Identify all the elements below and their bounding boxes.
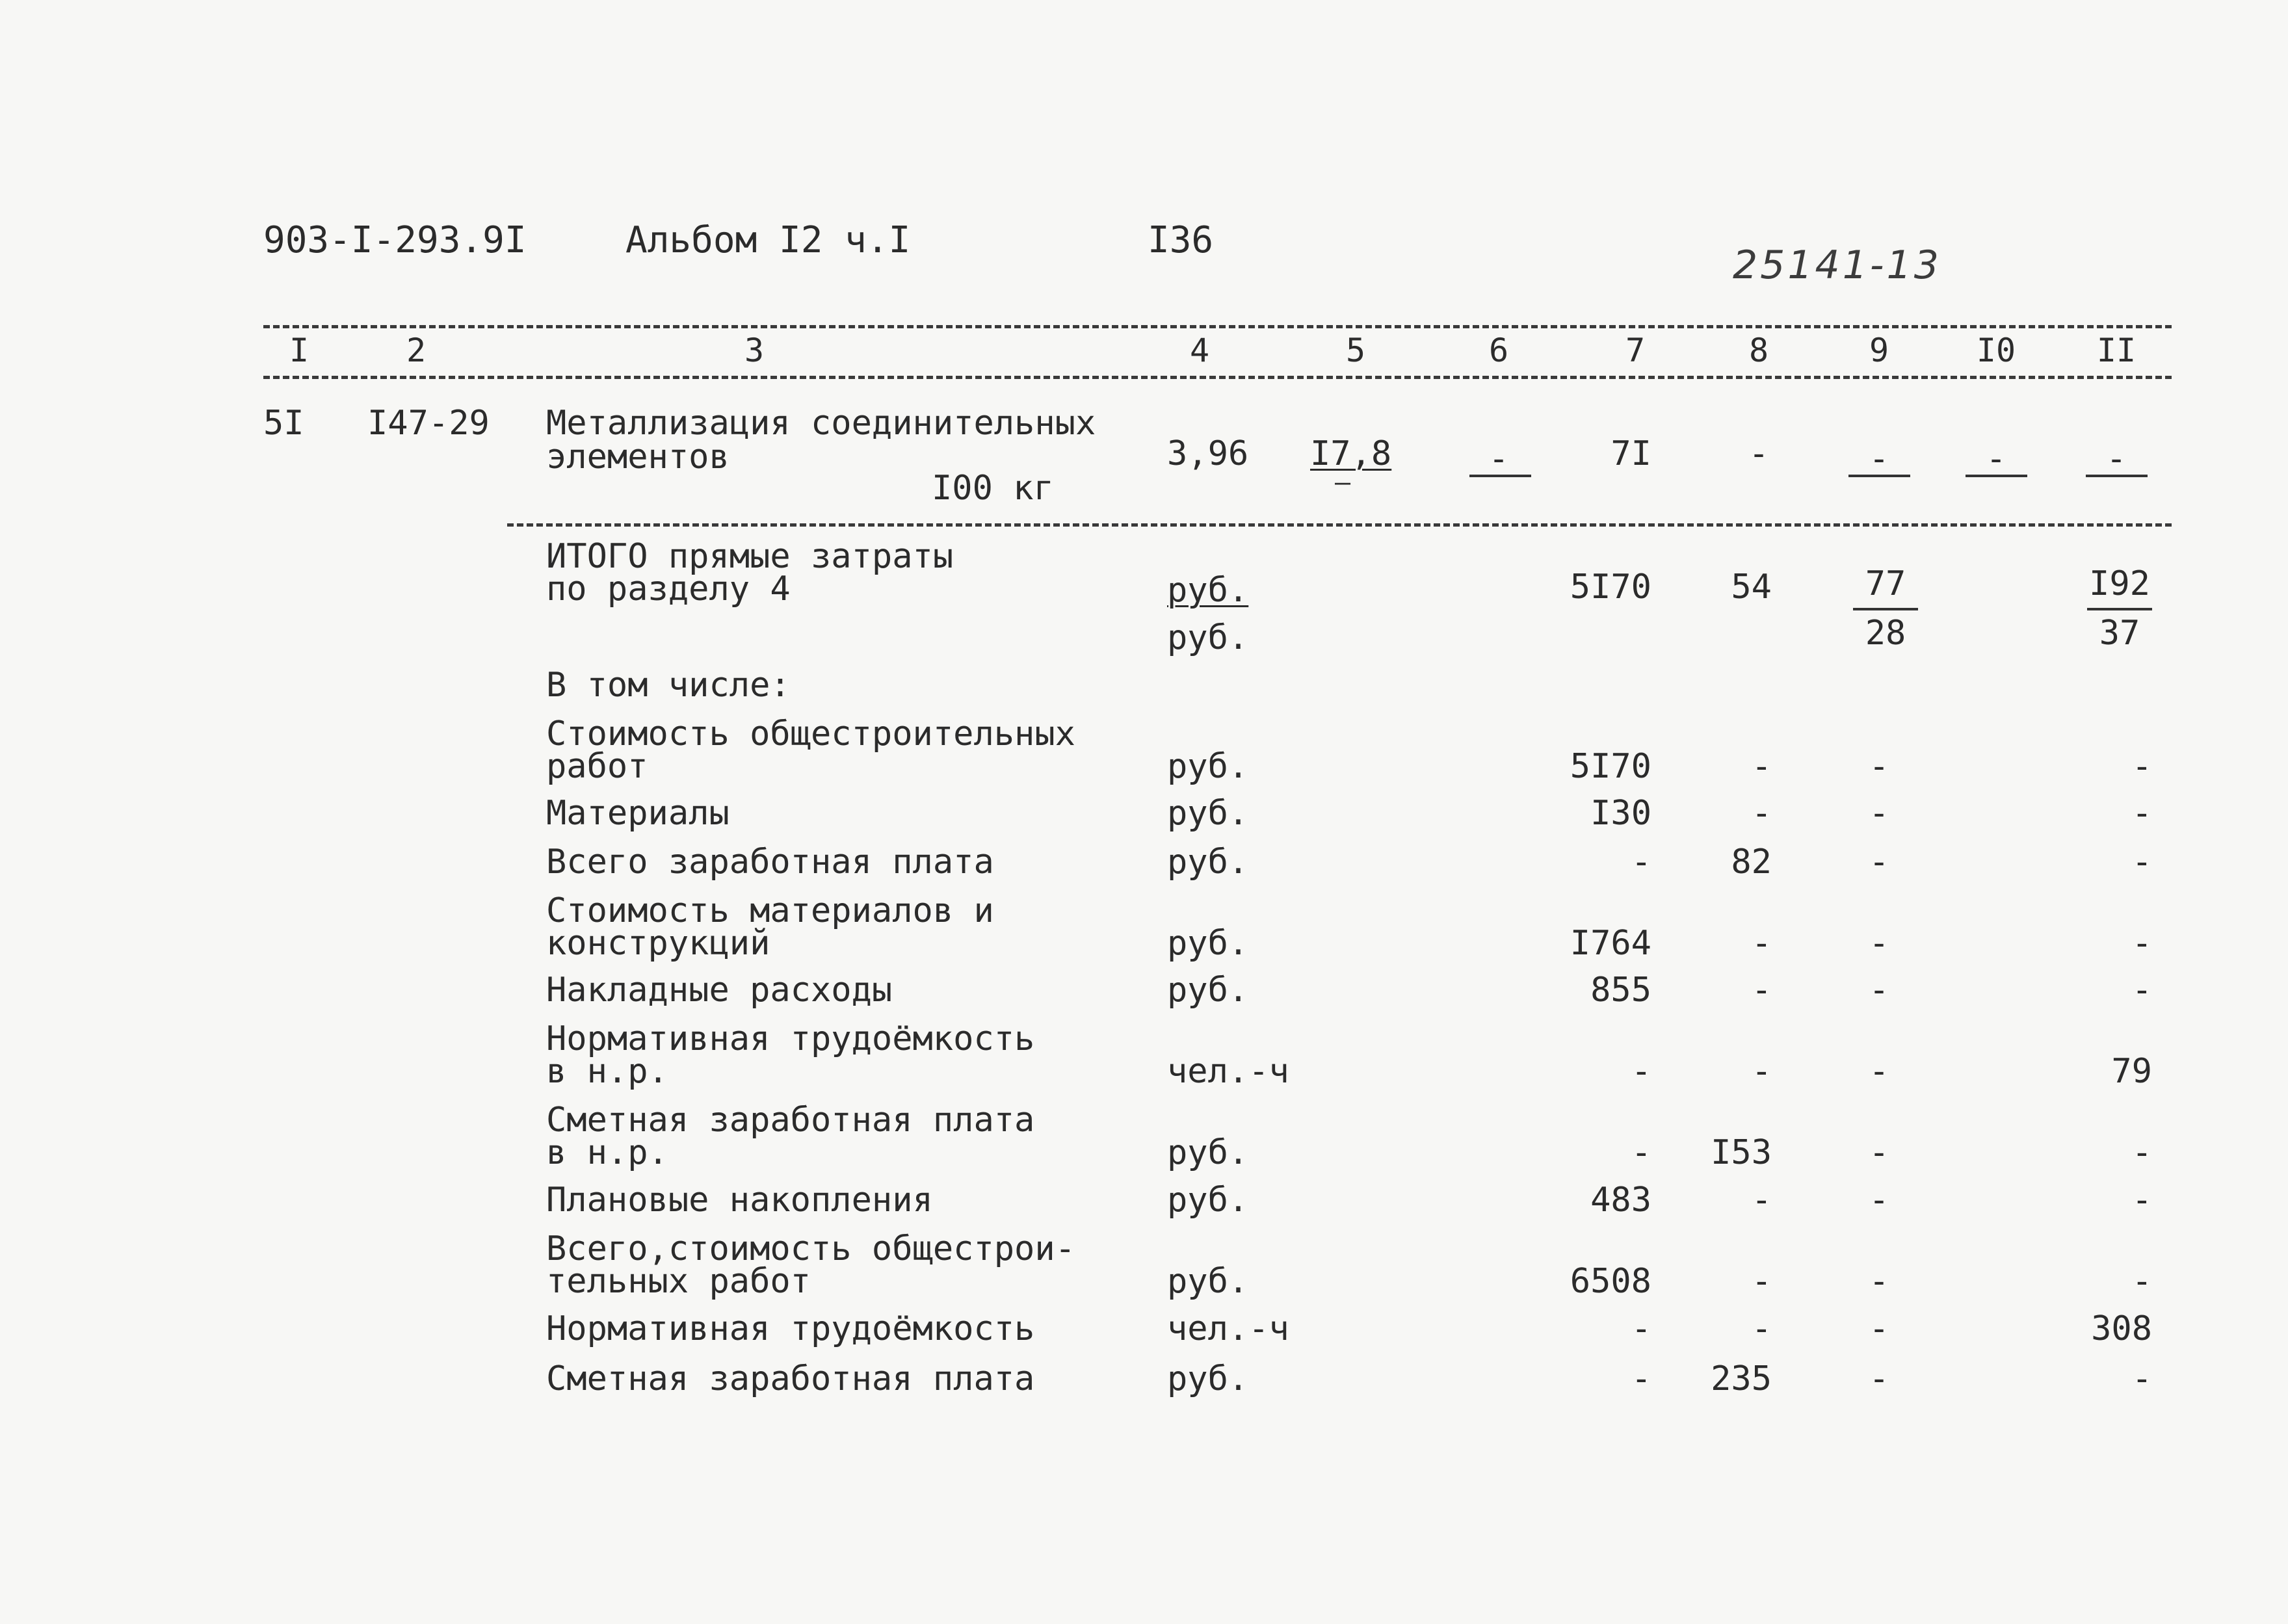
total-col9-line (1853, 608, 1918, 610)
total-col9-bottom: 28 (1865, 614, 1906, 653)
item-col11: - (2131, 747, 2152, 786)
item-col8: - (1751, 1309, 1772, 1348)
item-col7: - (1631, 1309, 1651, 1348)
item-label-line2: в н.р. (546, 1052, 668, 1091)
item-col9: - (1869, 747, 1889, 786)
row-col5: I7,8 (1310, 434, 1392, 473)
total-col8: 54 (1731, 568, 1772, 607)
col-header-2: 2 (406, 332, 427, 369)
handwritten-code: 25141-13 (1733, 242, 1941, 288)
total-col7: 5I70 (1570, 568, 1651, 607)
total-col9-top: 77 (1865, 564, 1906, 603)
row-number: 5I (263, 404, 304, 443)
item-unit: руб. (1167, 1133, 1249, 1172)
item-col8: - (1751, 1052, 1772, 1091)
item-col9: - (1869, 1133, 1889, 1172)
item-label-line2: конструкций (546, 924, 770, 963)
total-label-line1: ИТОГО прямые затраты (546, 537, 954, 576)
total-unit-bottom: руб. (1167, 618, 1249, 657)
row-name-line2: элементов (546, 438, 730, 477)
item-unit: руб. (1167, 1359, 1249, 1398)
item-label-line1: Материалы (546, 794, 730, 833)
total-col11-bottom: 37 (2099, 614, 2140, 653)
row-col7: 7I (1611, 434, 1651, 473)
item-unit: чел.-ч (1167, 1309, 1289, 1348)
item-col9: - (1869, 924, 1889, 963)
total-unit-top: руб. (1167, 571, 1249, 610)
item-label-line1: Всего заработная плата (546, 843, 994, 882)
item-label-line1: Сметная заработная плата (546, 1359, 1035, 1398)
item-col8: I53 (1711, 1133, 1772, 1172)
item-label-line2: работ (546, 747, 648, 786)
row-col11: - (2106, 439, 2127, 478)
row-col10-line (1966, 475, 2027, 477)
item-unit: руб. (1167, 1262, 1249, 1301)
item-col9: - (1869, 1181, 1889, 1220)
item-col8: 82 (1731, 843, 1772, 882)
row-col9-line (1848, 475, 1910, 477)
item-col11: - (2131, 794, 2152, 833)
item-col11: - (2131, 1359, 2152, 1398)
item-col7: - (1631, 1359, 1651, 1398)
header-top-rule (263, 325, 2172, 328)
item-col9: - (1869, 843, 1889, 882)
item-col11: - (2131, 843, 2152, 882)
row-name-line1: Металлизация соединительных (546, 404, 1096, 443)
total-col11-top: I92 (2089, 564, 2150, 603)
item-col7: 855 (1590, 971, 1651, 1010)
total-label-line2: по разделу 4 (546, 570, 791, 609)
item-col7: 6508 (1570, 1262, 1651, 1301)
album-label: Альбом I2 ч.I (625, 219, 911, 261)
item-unit: руб. (1167, 843, 1249, 882)
header-bottom-rule (263, 376, 2172, 379)
col-header-10: I0 (1976, 332, 2016, 369)
col-header-8: 8 (1748, 332, 1769, 369)
row-col5-below: – (1334, 467, 1351, 497)
item-label-line1: Стоимость общестроительных (546, 714, 1075, 753)
item-label-line1: Сметная заработная плата (546, 1101, 1035, 1140)
item-col7: I30 (1590, 794, 1651, 833)
item-col8: - (1751, 794, 1772, 833)
item-label-line1: Стоимость материалов и (546, 891, 994, 930)
item-col7: 5I70 (1570, 747, 1651, 786)
item-col9: - (1869, 794, 1889, 833)
row-col4: 3,96 (1167, 434, 1249, 473)
item-label-line1: Плановые накопления (546, 1181, 933, 1220)
item-unit: руб. (1167, 747, 1249, 786)
item-col8: 235 (1711, 1359, 1772, 1398)
item-label-line2: тельных работ (546, 1262, 811, 1301)
col-header-6: 6 (1488, 332, 1509, 369)
item-col11: 79 (2111, 1052, 2152, 1091)
page-number: I36 (1148, 219, 1214, 261)
col-header-9: 9 (1869, 332, 1889, 369)
item-col7: - (1631, 843, 1651, 882)
item-unit: руб. (1167, 794, 1249, 833)
col-header-4: 4 (1189, 332, 1210, 369)
total-col11-line (2087, 608, 2152, 610)
item-col7: I764 (1570, 924, 1651, 963)
row-col11-line (2086, 475, 2148, 477)
item-label-line1: Нормативная трудоёмкость (546, 1309, 1035, 1348)
col-header-3: 3 (744, 332, 765, 369)
item-label-line1: Всего,стоимость общестрои- (546, 1229, 1075, 1268)
item-col11: - (2131, 1181, 2152, 1220)
row-col6: - (1488, 439, 1509, 478)
row-unit: I00 кг (932, 469, 1054, 508)
item-col11: - (2131, 1133, 2152, 1172)
col-header-11: II (2096, 332, 2137, 369)
col-header-5: 5 (1345, 332, 1366, 369)
item-label-line1: Накладные расходы (546, 971, 893, 1010)
col-header-7: 7 (1625, 332, 1646, 369)
section-rule (507, 523, 2172, 527)
item-col7: 483 (1590, 1181, 1651, 1220)
including-label: В том числе: (546, 666, 791, 705)
row-col9: - (1869, 439, 1889, 478)
row-code: I47-29 (367, 404, 490, 443)
item-col9: - (1869, 1052, 1889, 1091)
item-col9: - (1869, 1262, 1889, 1301)
item-label-line2: в н.р. (546, 1133, 668, 1172)
item-unit: руб. (1167, 971, 1249, 1010)
item-col11: - (2131, 924, 2152, 963)
item-col8: - (1751, 924, 1772, 963)
item-unit: чел.-ч (1167, 1052, 1289, 1091)
row-col6-line (1469, 475, 1531, 477)
item-col11: - (2131, 1262, 2152, 1301)
item-col7: - (1631, 1052, 1651, 1091)
row-col10: - (1986, 439, 2006, 478)
item-col8: - (1751, 1181, 1772, 1220)
item-col9: - (1869, 1359, 1889, 1398)
item-col9: - (1869, 1309, 1889, 1348)
item-col8: - (1751, 747, 1772, 786)
item-col7: - (1631, 1133, 1651, 1172)
item-col11: 308 (2091, 1309, 2152, 1348)
item-unit: руб. (1167, 1181, 1249, 1220)
item-col9: - (1869, 971, 1889, 1010)
document-code: 903-I-293.9I (263, 219, 527, 261)
item-col11: - (2131, 971, 2152, 1010)
item-col8: - (1751, 1262, 1772, 1301)
item-col8: - (1751, 971, 1772, 1010)
item-unit: руб. (1167, 924, 1249, 963)
row-col8: - (1748, 434, 1769, 473)
item-label-line1: Нормативная трудоёмкость (546, 1019, 1035, 1058)
col-header-1: I (289, 332, 309, 369)
